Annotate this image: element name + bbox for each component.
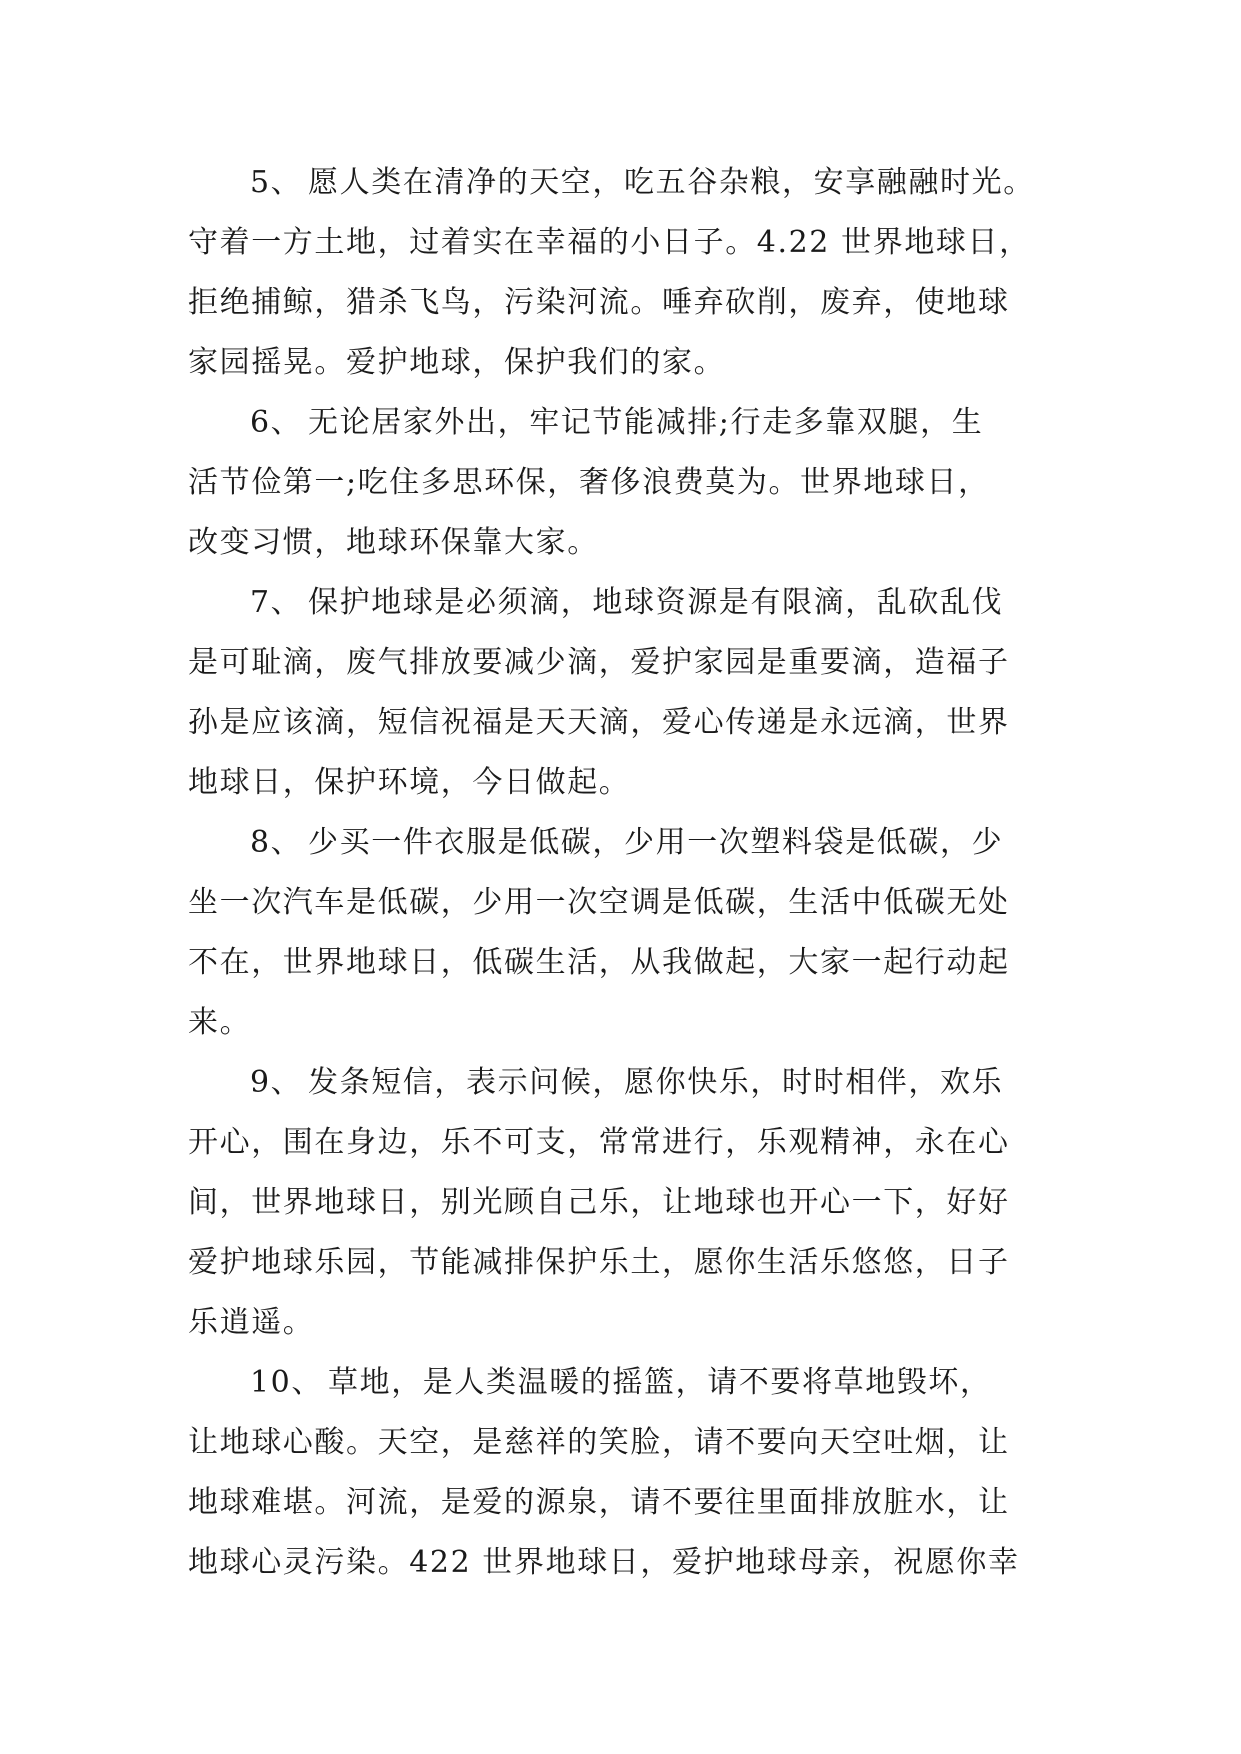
line-text: 发条短信，表示问候，愿你快乐，时时相伴，欢乐 [308, 1065, 1004, 1100]
line-text: 愿人类在清净的天空，吃五谷杂粮，安享融融时光。 [308, 165, 1035, 200]
item-number: 10、 [250, 1365, 323, 1400]
line-text: 无论居家外出，牢记节能减排;行走多靠双腿，生 [308, 405, 984, 440]
paragraph-line: 家园摇晃。爱护地球，保护我们的家。 [188, 345, 726, 380]
paragraph-line: 地球难堪。河流，是爱的源泉，请不要往里面排放脏水，让 [188, 1485, 1010, 1520]
paragraph-line: 活节俭第一;吃住多思环保，奢侈浪费莫为。世界地球日， [188, 465, 990, 500]
item-number: 7、 [250, 585, 303, 620]
paragraph-line: 地球心灵污染。422 世界地球日，爱护地球母亲，祝愿你幸 [188, 1545, 1020, 1580]
paragraph-line [188, 1353, 1068, 1413]
paragraph-line: 乐逍遥。 [188, 1305, 315, 1340]
item-number: 9、 [250, 1065, 303, 1100]
line-text: 少买一件衣服是低碳，少用一次塑料袋是低碳，少 [308, 825, 1004, 860]
line-text: 草地，是人类温暖的摇篮，请不要将草地毁坏， [328, 1365, 992, 1400]
paragraph-line [188, 813, 1068, 873]
item-number: 8、 [250, 825, 303, 860]
document-body [188, 153, 1068, 1593]
paragraph-line: 是可耻滴，废气排放要减少滴，爱护家园是重要滴，造福子 [188, 645, 1010, 680]
paragraph-line [188, 393, 1068, 453]
paragraph-line: 让地球心酸。天空，是慈祥的笑脸，请不要向天空吐烟，让 [188, 1425, 1010, 1460]
paragraph-line: 守着一方土地，过着实在幸福的小日子。4.22 世界地球日， [188, 225, 1031, 260]
paragraph-9 [188, 1053, 1068, 1353]
paragraph-5 [188, 153, 1068, 393]
line-text: 保护地球是必须滴，地球资源是有限滴，乱砍乱伐 [308, 585, 1004, 620]
paragraph-line: 拒绝捕鲸，猎杀飞鸟，污染河流。唾弃砍削，废弃，使地球 [188, 285, 1010, 320]
paragraph-line [188, 1053, 1068, 1113]
paragraph-8 [188, 813, 1068, 1053]
paragraph-line: 来。 [188, 1005, 252, 1040]
paragraph-line: 间，世界地球日，别光顾自己乐，让地球也开心一下，好好 [188, 1185, 1010, 1220]
paragraph-7 [188, 573, 1068, 813]
paragraph-10 [188, 1353, 1068, 1593]
paragraph-line: 改变习惯，地球环保靠大家。 [188, 525, 599, 560]
item-number: 6、 [250, 405, 303, 440]
paragraph-line: 不在，世界地球日，低碳生活，从我做起，大家一起行动起 [188, 945, 1010, 980]
item-number: 5、 [250, 165, 303, 200]
paragraph-line: 孙是应该滴，短信祝福是天天滴，爱心传递是永远滴，世界 [188, 705, 1010, 740]
paragraph-line [188, 573, 1068, 633]
paragraph-line: 爱护地球乐园，节能减排保护乐土，愿你生活乐悠悠，日子 [188, 1245, 1010, 1280]
paragraph-line: 地球日，保护环境，今日做起。 [188, 765, 631, 800]
paragraph-6 [188, 393, 1068, 573]
paragraph-line [188, 153, 1068, 213]
paragraph-line: 坐一次汽车是低碳，少用一次空调是低碳，生活中低碳无处 [188, 885, 1010, 920]
paragraph-line: 开心，围在身边，乐不可支，常常进行，乐观精神，永在心 [188, 1125, 1010, 1160]
